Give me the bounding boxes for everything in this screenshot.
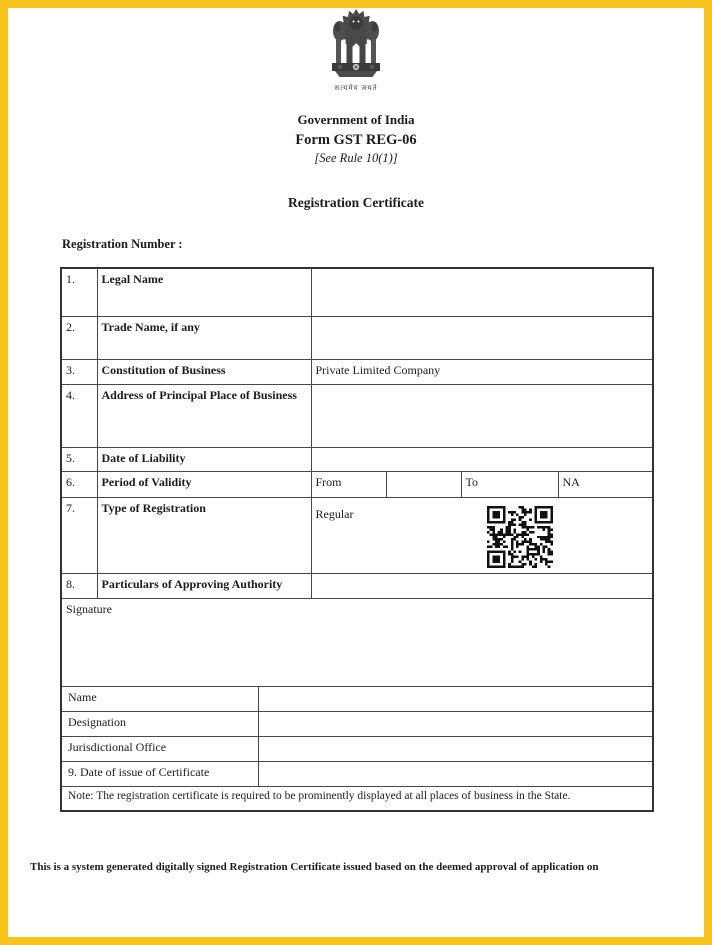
row-5-number: 5.: [61, 447, 97, 471]
designation-value: [258, 711, 653, 736]
certificate-title: Registration Certificate: [287, 195, 425, 210]
row-6-label: Period of Validity: [97, 471, 311, 497]
national-emblem-icon: [328, 65, 384, 82]
table-row: [61, 359, 653, 384]
registration-number-label: Registration Number :: [62, 237, 183, 251]
row-2-value: [311, 316, 653, 359]
row-7-label: Type of Registration: [97, 497, 311, 573]
table-row: [61, 268, 653, 316]
row-4-number: 4.: [61, 384, 97, 447]
system-generated-note: This is a system generated digitally signed Registration Certificate issued based on the deemed approval of application on: [30, 861, 599, 873]
name-value: [258, 686, 653, 711]
registration-type-value: Regular: [315, 506, 354, 521]
rule-reference: [See Rule 10(1)]: [314, 151, 398, 165]
date-of-issue-label: 9. Date of issue of Certificate: [61, 761, 258, 786]
table-row: [61, 447, 653, 471]
form-title: Form GST REG-06: [295, 132, 417, 148]
table-row: [61, 384, 653, 447]
signature-cell: [61, 598, 653, 686]
row-6-to-value: NA: [558, 471, 653, 497]
row-8-number: 8.: [61, 573, 97, 598]
signature-label: Signature: [66, 601, 112, 616]
row-6-from-value: [386, 471, 461, 497]
emblem-caption: सत्यमेव जयते: [334, 84, 378, 92]
government-line: Government of India: [297, 112, 415, 127]
row-6-number: 6.: [61, 471, 97, 497]
row-5-value: [311, 447, 653, 471]
row-2-label: Trade Name, if any: [97, 316, 311, 359]
row-1-value: [311, 268, 653, 316]
row-7-number: 7.: [61, 497, 97, 573]
registration-table: [60, 267, 654, 812]
name-label: Name: [61, 686, 258, 711]
table-row: [61, 573, 653, 598]
row-6-from-label: From: [311, 471, 386, 497]
jurisdictional-office-label: Jurisdictional Office: [61, 736, 258, 761]
designation-label: Designation: [61, 711, 258, 736]
table-row: [61, 736, 653, 761]
row-1-number: 1.: [61, 268, 97, 316]
table-row: [61, 711, 653, 736]
row-7-value: [311, 497, 653, 573]
row-3-number: 3.: [61, 359, 97, 384]
table-row: [61, 598, 653, 686]
row-3-label: Constitution of Business: [97, 359, 311, 384]
row-8-label: Particulars of Approving Authority: [97, 573, 311, 598]
emblem-block: [306, 8, 406, 93]
table-row: [61, 686, 653, 711]
table-row: [61, 316, 653, 359]
row-5-label: Date of Liability: [97, 447, 311, 471]
row-4-label: Address of Principal Place of Business: [97, 384, 311, 447]
row-3-value: Private Limited Company: [311, 359, 653, 384]
date-of-issue-value: [258, 761, 653, 786]
table-row: [61, 786, 653, 811]
table-row: [61, 497, 653, 573]
qr-code: [487, 506, 553, 568]
row-8-value: [311, 573, 653, 598]
row-4-value: [311, 384, 653, 447]
row-2-number: 2.: [61, 316, 97, 359]
jurisdictional-office-value: [258, 736, 653, 761]
note-text: Note: The registration certificate is required to be prominently displayed at all places of business in the State.: [61, 786, 653, 811]
table-row: [61, 471, 653, 497]
row-6-to-label: To: [461, 471, 558, 497]
table-row: [61, 761, 653, 786]
row-1-label: Legal Name: [97, 268, 311, 316]
